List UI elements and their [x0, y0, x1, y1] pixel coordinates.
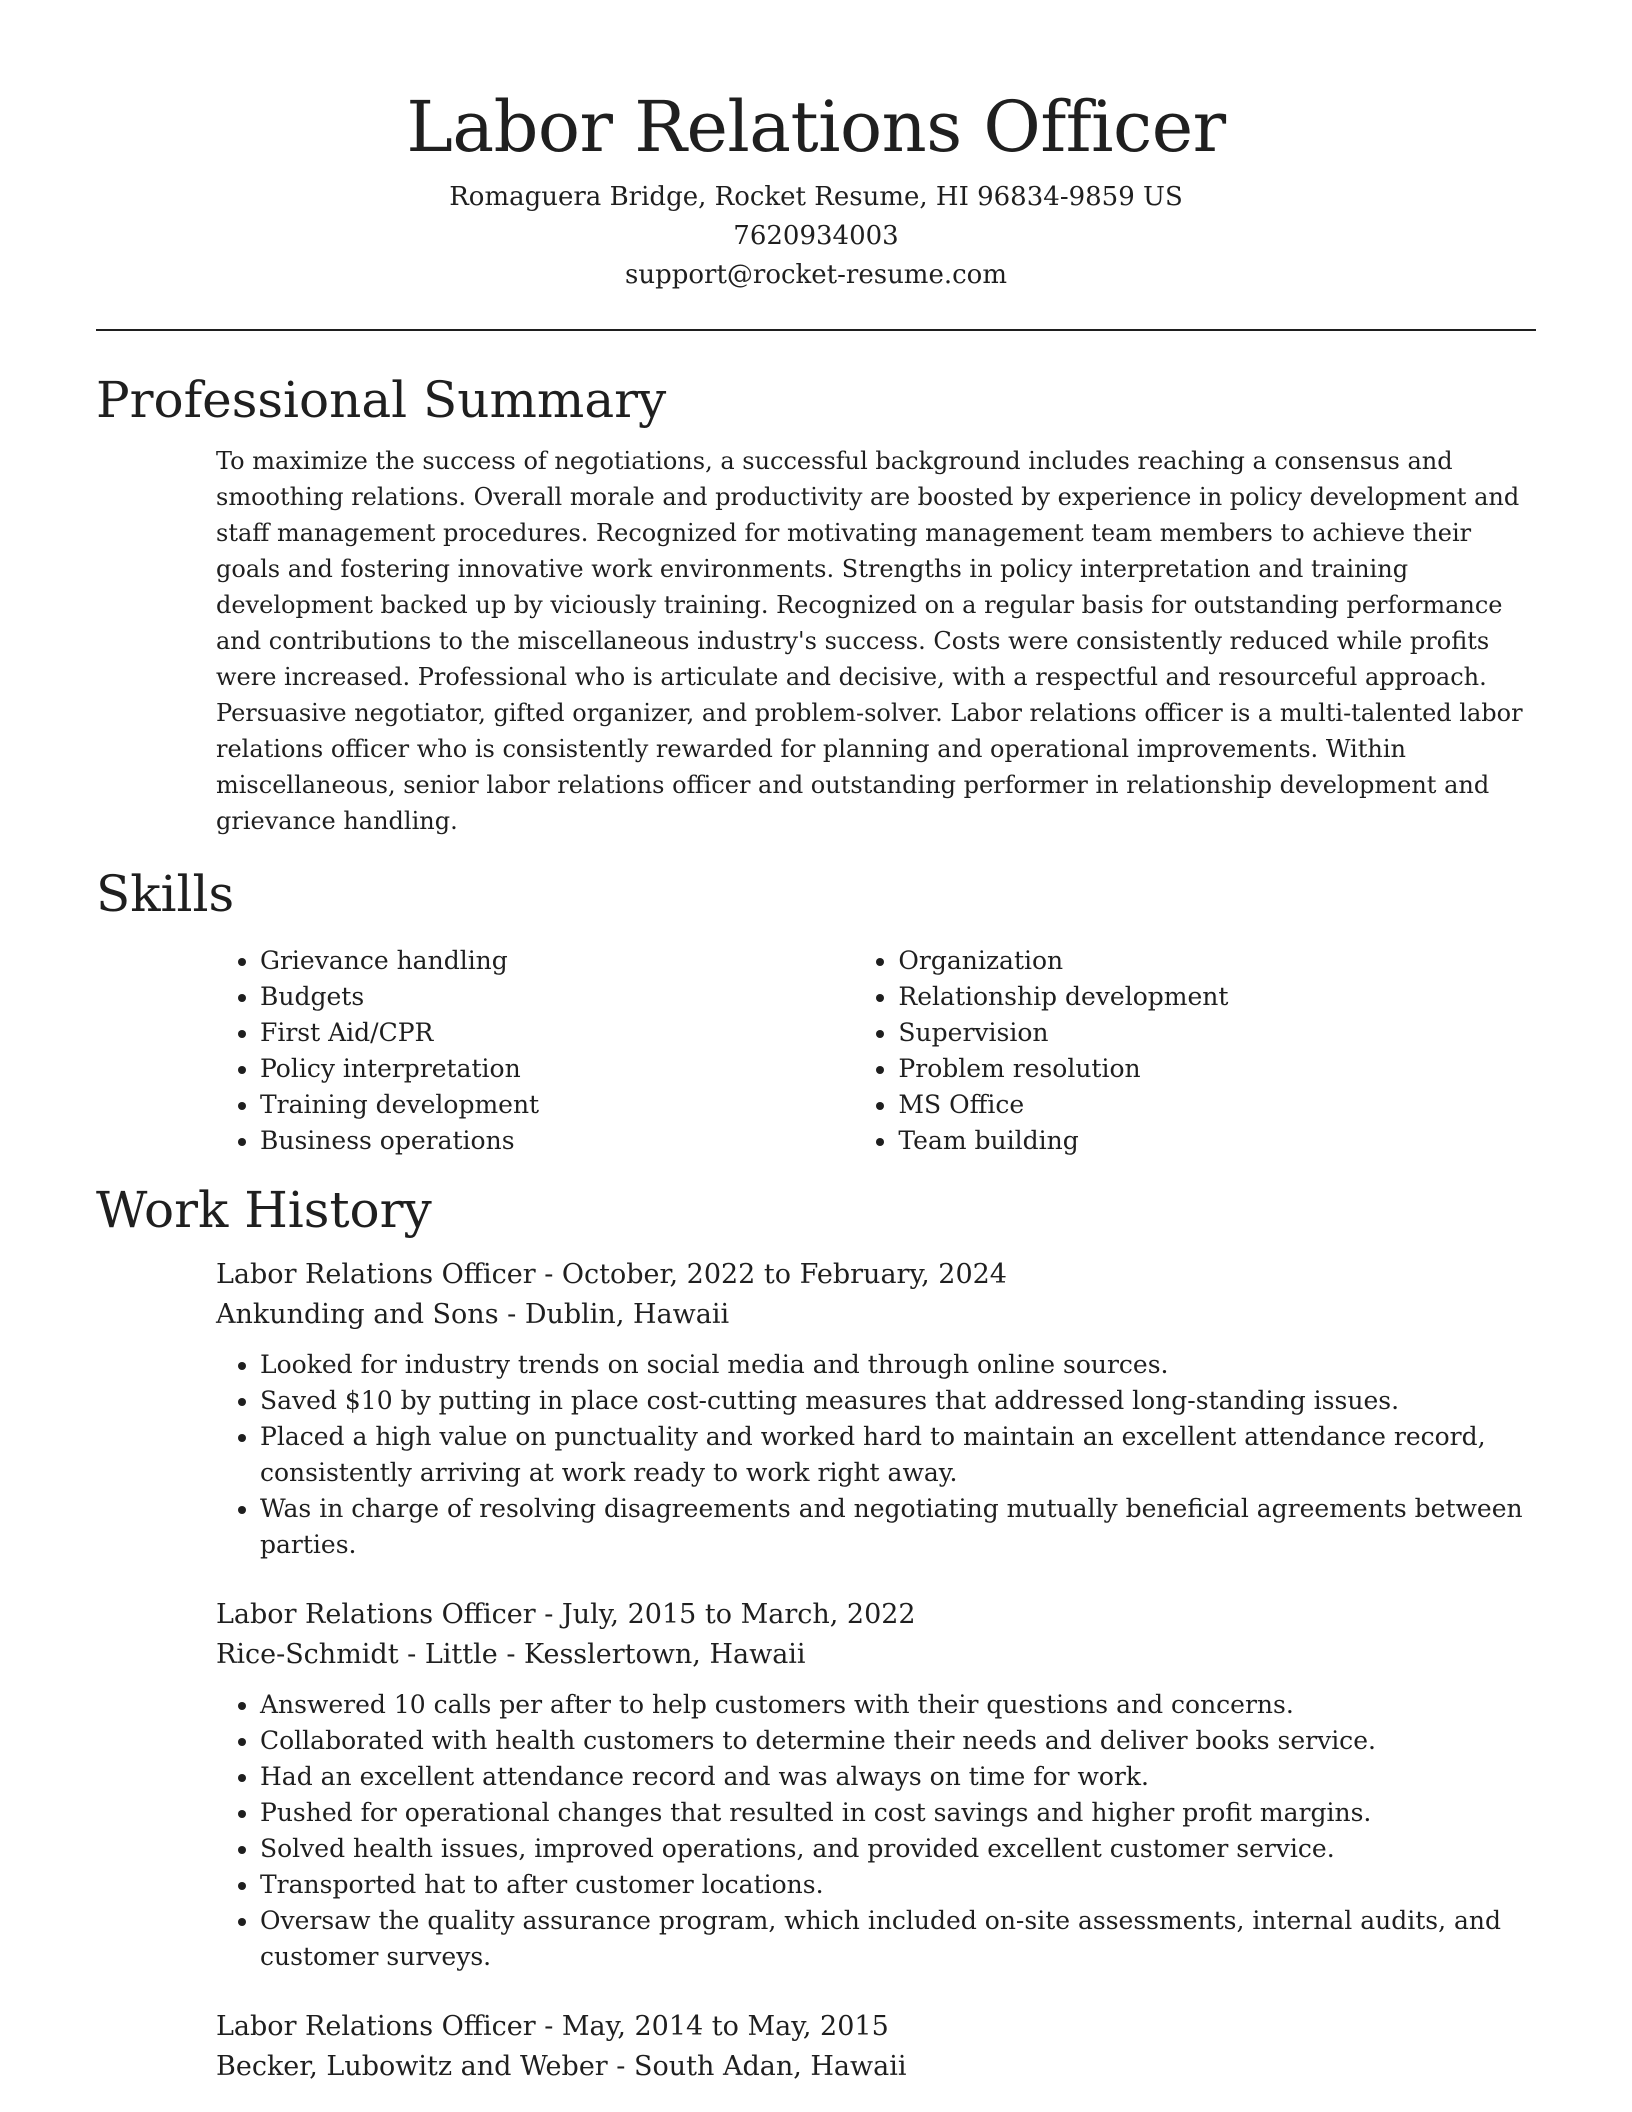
email-address: support@rocket-resume.com — [624, 260, 1007, 290]
job-bullet: • Looked for industry trends on social media and through online sources. — [260, 1347, 1536, 1383]
skill-item: • Supervision — [898, 1015, 1536, 1051]
job-title-line: Labor Relations Officer - July, 2015 to March, 2022 — [216, 1599, 916, 1630]
job-company-line: Becker, Lubowitz and Weber - South Adan, Hawaii — [216, 2051, 907, 2082]
job-bullet: • Pushed for operational changes that resulted in cost savings and higher profit margins. — [260, 1795, 1536, 1831]
job-bullet: • Was in charge of resolving disagreements and negotiating mutually beneficial agreements between parties. — [260, 1491, 1536, 1563]
job-entry — [216, 1255, 1536, 1563]
candidate-title: Labor Relations Officer — [406, 86, 1226, 168]
job-company-line: Ankunding and Sons - Dublin, Hawaii — [216, 1299, 730, 1330]
skills-heading: Skills — [96, 865, 235, 923]
skills-column-left — [216, 943, 854, 1159]
job-bullet: • Saved $10 by putting in place cost-cutting measures that addressed long-standing issues. — [260, 1383, 1536, 1419]
skill-item: • First Aid/CPR — [260, 1015, 854, 1051]
job-bullet: • Collaborated with health customers to determine their needs and deliver books service. — [260, 1723, 1536, 1759]
skills-column-right — [854, 943, 1536, 1159]
job-entry — [216, 2007, 1536, 2087]
job-company-line: Rice-Schmidt - Little - Kesslertown, Hawaii — [216, 1639, 806, 1670]
skills-list — [216, 943, 1536, 1159]
job-bullet: • Had an excellent attendance record and was always on time for work. — [260, 1759, 1536, 1795]
job-bullet: • Solved health issues, improved operations, and provided excellent customer service. — [260, 1831, 1536, 1867]
skill-item: • Problem resolution — [898, 1051, 1536, 1087]
skill-item: • Organization — [898, 943, 1536, 979]
job-title-line: Labor Relations Officer - May, 2014 to May, 2015 — [216, 2011, 889, 2042]
work-history-heading: Work History — [96, 1181, 432, 1239]
job-title-line: Labor Relations Officer - October, 2022 to February, 2024 — [216, 1259, 1007, 1290]
resume-header — [96, 0, 1536, 295]
job-bullets — [216, 1347, 1536, 1563]
phone-number: 7620934003 — [733, 221, 899, 251]
job-entry — [216, 1595, 1536, 1975]
job-bullet: • Answered 10 calls per after to help customers with their questions and concerns. — [260, 1687, 1536, 1723]
skill-item: • MS Office — [898, 1087, 1536, 1123]
job-bullets — [216, 1687, 1536, 1975]
skill-item: • Team building — [898, 1123, 1536, 1159]
summary-heading: Professional Summary — [96, 371, 667, 429]
skill-item: • Relationship development — [898, 979, 1536, 1015]
summary-text: To maximize the success of negotiations, a successful background includes reaching a consensus and smoothing relations. Overall morale and productivity are boosted by experience in policy development and staff management procedures. Recognized for motivating management team members to achieve their goals and fostering innovative work environments. Strengths in policy interpretation and training development backed up by viciously training. Recognized on a regular basis for outstanding performance and contributions to the miscellaneous industry's success. Costs were consistently reduced while profits were increased. Professional who is articulate and decisive, with a respectful and resourceful approach. Persuasive negotiator, gifted organizer, and problem-solver. Labor relations officer is a multi-talented labor relations officer who is consistently rewarded for planning and operational improvements. Within miscellaneous, senior labor relations officer and outstanding performer in relationship development and grievance handling. — [216, 447, 1523, 835]
skill-item: • Policy interpretation — [260, 1051, 854, 1087]
job-bullet: • Placed a high value on punctuality and worked hard to maintain an excellent attendance record, consistently arriving at work ready to work right away. — [260, 1419, 1536, 1491]
skill-item: • Budgets — [260, 979, 854, 1015]
resume-page — [96, 0, 1536, 2087]
skill-item: • Training development — [260, 1087, 854, 1123]
address: Romaguera Bridge, Rocket Resume, HI 96834-9859 US — [449, 182, 1183, 212]
job-bullet: • Transported hat to after customer locations. — [260, 1867, 1536, 1903]
job-bullet: • Oversaw the quality assurance program, which included on-site assessments, internal audits, and customer surveys. — [260, 1903, 1536, 1975]
contact-info — [96, 178, 1536, 295]
skill-item: • Business operations — [260, 1123, 854, 1159]
header-divider — [96, 329, 1536, 331]
skill-item: • Grievance handling — [260, 943, 854, 979]
